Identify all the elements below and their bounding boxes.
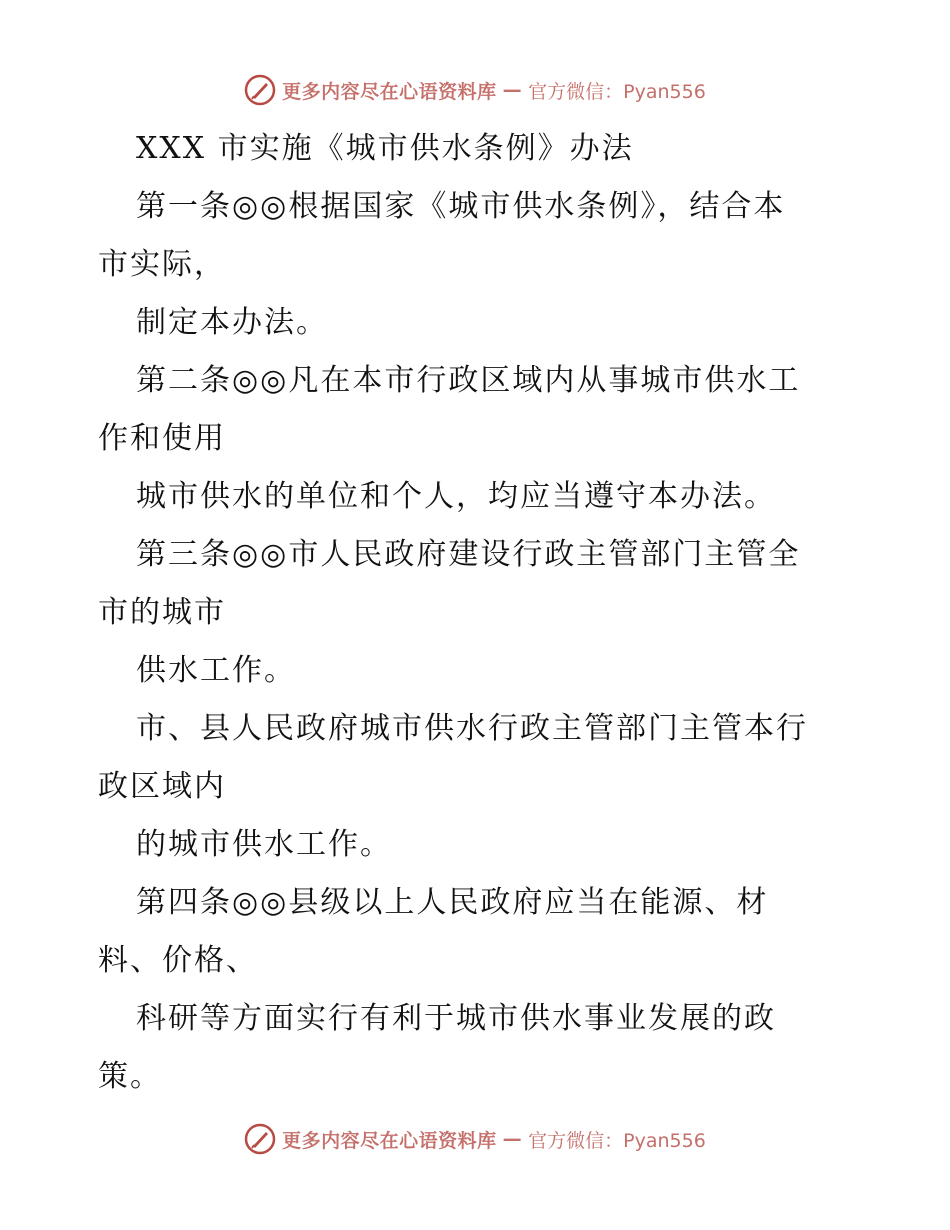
document-line: 科研等方面实行有利于城市供水事业发展的政 (136, 1001, 776, 1036)
document-line: 第一条◎◎根据国家《城市供水条例》，结合本 (136, 189, 786, 224)
document-line: 城市供水的单位和个人，均应当遵守本办法。 (136, 479, 776, 514)
quill-logo-icon (244, 74, 276, 106)
banner-wechat-text: 官方微信：Pyan556 (528, 1129, 706, 1152)
document-line: 料、价格、 (98, 943, 258, 978)
document-line: 的城市供水工作。 (136, 827, 392, 862)
document-line: 市实际， (98, 247, 226, 282)
document-line: 制定本办法。 (136, 305, 328, 340)
document-line: 政区域内 (98, 769, 226, 804)
document-line: XXX 市实施《城市供水条例》办法 (136, 131, 634, 166)
document-line: 作和使用 (98, 421, 226, 456)
document-line: 第二条◎◎凡在本市行政区域内从事城市供水工 (136, 363, 801, 398)
document-line: 市、县人民政府城市供水行政主管部门主管本行 (136, 711, 808, 746)
document-line: 第三条◎◎市人民政府建设行政主管部门主管全 (136, 537, 801, 572)
document-body (98, 120, 858, 1106)
document-line: 第四条◎◎县级以上人民政府应当在能源、材 (136, 885, 769, 920)
footer-watermark-banner (0, 1119, 950, 1159)
document-line: 策。 (98, 1059, 162, 1094)
banner-dash: — (502, 79, 523, 101)
document-line: 市的城市 (98, 595, 226, 630)
document-line: 供水工作。 (136, 653, 296, 688)
header-watermark-banner (0, 70, 950, 110)
quill-logo-icon (244, 1123, 276, 1155)
banner-site-text: 更多内容尽在心语资料库 (282, 80, 497, 103)
banner-dash: — (502, 1128, 523, 1150)
banner-wechat-text: 官方微信：Pyan556 (528, 80, 706, 103)
banner-site-text: 更多内容尽在心语资料库 (282, 1129, 497, 1152)
